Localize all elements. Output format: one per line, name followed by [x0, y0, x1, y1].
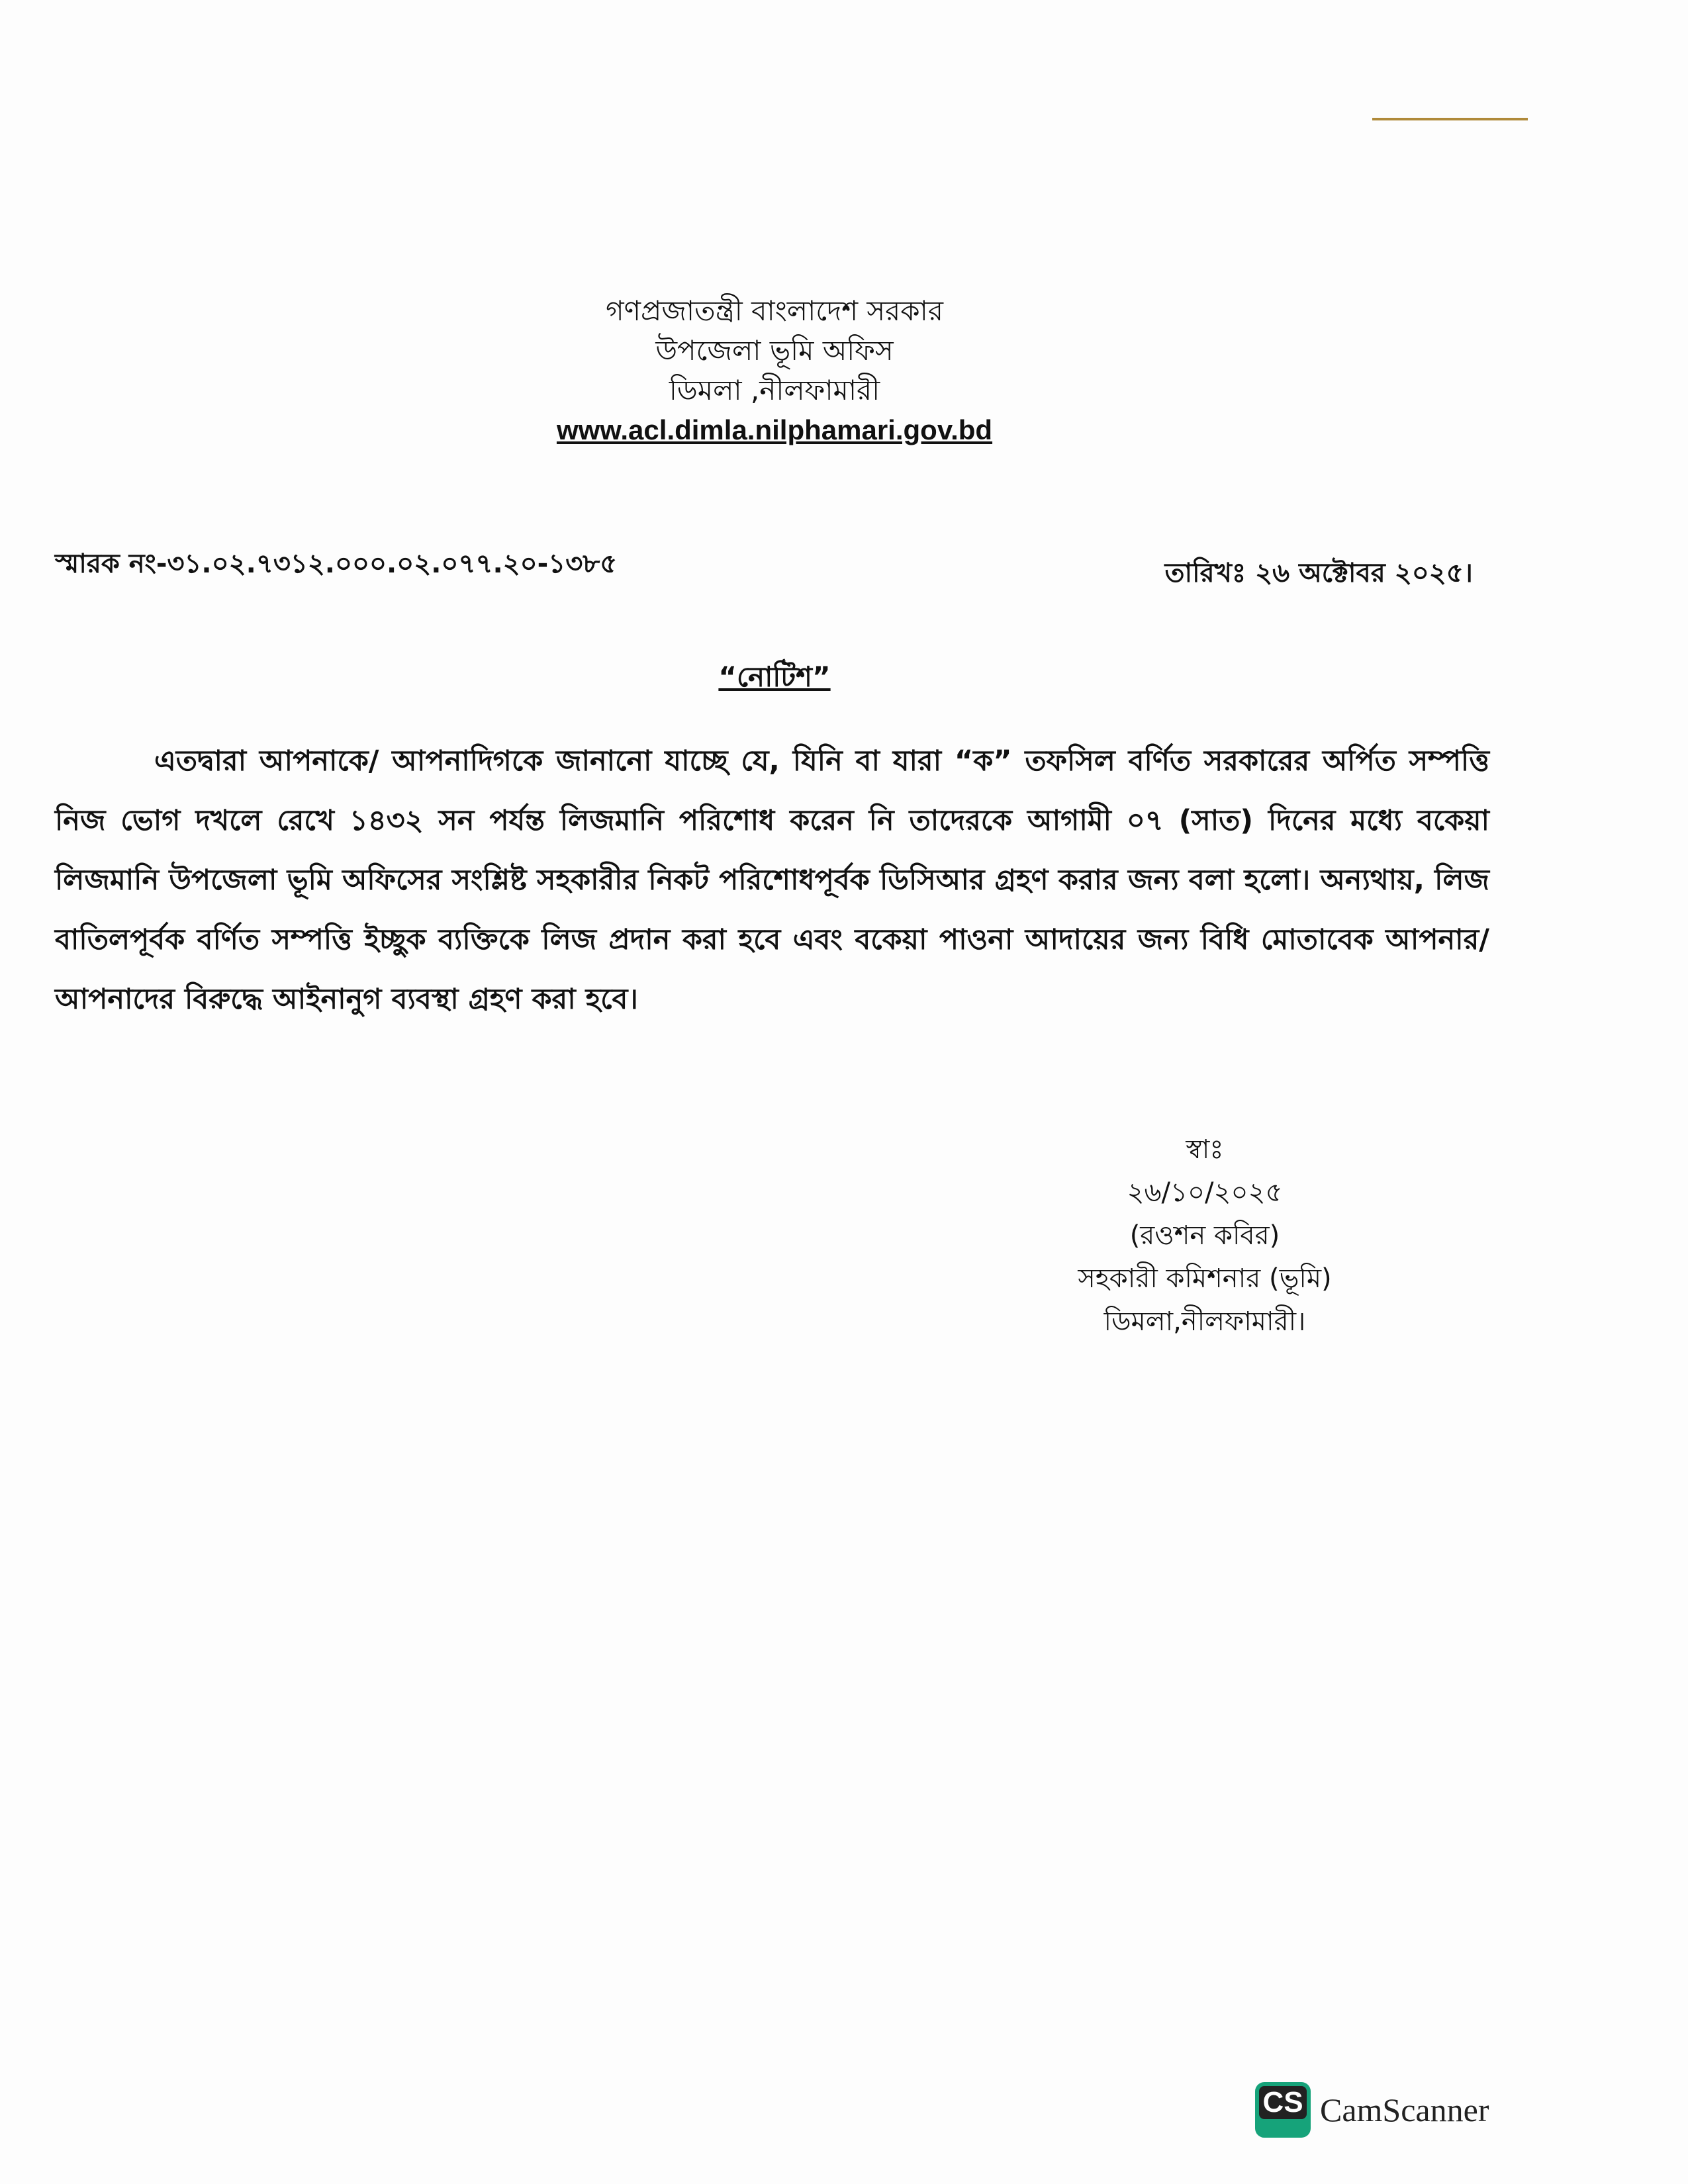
notice-body: এতদ্বারা আপনাকে/ আপনাদিগকে জানানো যাচ্ছে যে, যিনি বা যারা “ক” তফসিল বর্ণিত সরকারের অর্পিত সম্পত্তি নিজ ভোগ দখলে রেখে ১৪৩২ সন পর্যন্ত লিজমানি পরিশোধ করেন নি তাদেরকে আগামী ০৭ (সাত) দিনের মধ্যে বকেয়া লিজমানি উপজেলা ভূমি অফিসের সংশ্লিষ্ট সহকারীর নিকট পরিশোধপূর্বক ডিসিআর গ্রহণ করার জন্য বলা হলো। অন্যথায়, লিজ বাতিলপূর্বক বর্ণিত সম্পত্তি ইচ্ছুক ব্যক্তিকে লিজ প্রদান করা হবে এবং বকেয়া পাওনা আদায়ের জন্য বিধি মোতাবেক আপনার/আপনাদের বিরুদ্ধে আইনানুগ ব্যবস্থা গ্রহণ করা হবে।: [55, 745, 1489, 1016]
signature-date: ২৬/১০/২০২৫: [1127, 1177, 1283, 1208]
letterhead: [0, 291, 1549, 450]
signatory-name: (রওশন কবির): [1129, 1220, 1280, 1251]
memo-number: স্মারক নং-৩১.০২.৭৩১২.০০০.০২.০৭৭.২০-১৩৮৫: [55, 549, 618, 579]
website-link[interactable]: www.acl.dimla.nilphamari.gov.bd: [556, 414, 993, 445]
signed-mark: স্বাঃ: [1186, 1134, 1224, 1165]
notice-title: [0, 655, 1549, 702]
notice-title-text: “নোটিশ”: [718, 660, 831, 693]
signatory-designation: সহকারী কমিশনার (ভূমি): [1078, 1263, 1332, 1294]
office-location: ডিমলা ,নীলফামারী: [669, 374, 880, 406]
letter-date: তারিখঃ ২৬ অক্টোবর ২০২৫।: [1164, 558, 1473, 588]
office-name: উপজেলা ভূমি অফিস: [655, 334, 894, 367]
signature-block: [1039, 1128, 1370, 1343]
scan-edge-line: [1372, 118, 1528, 120]
government-name: গণপ্রজাতন্ত্রী বাংলাদেশ সরকার: [606, 295, 943, 327]
camscanner-text: CamScanner: [1320, 2091, 1489, 2128]
camscanner-logo-icon: CS: [1255, 2082, 1311, 2138]
signatory-location: ডিমলা,নীলফামারী।: [1103, 1306, 1306, 1337]
camscanner-watermark: [1255, 2082, 1489, 2138]
